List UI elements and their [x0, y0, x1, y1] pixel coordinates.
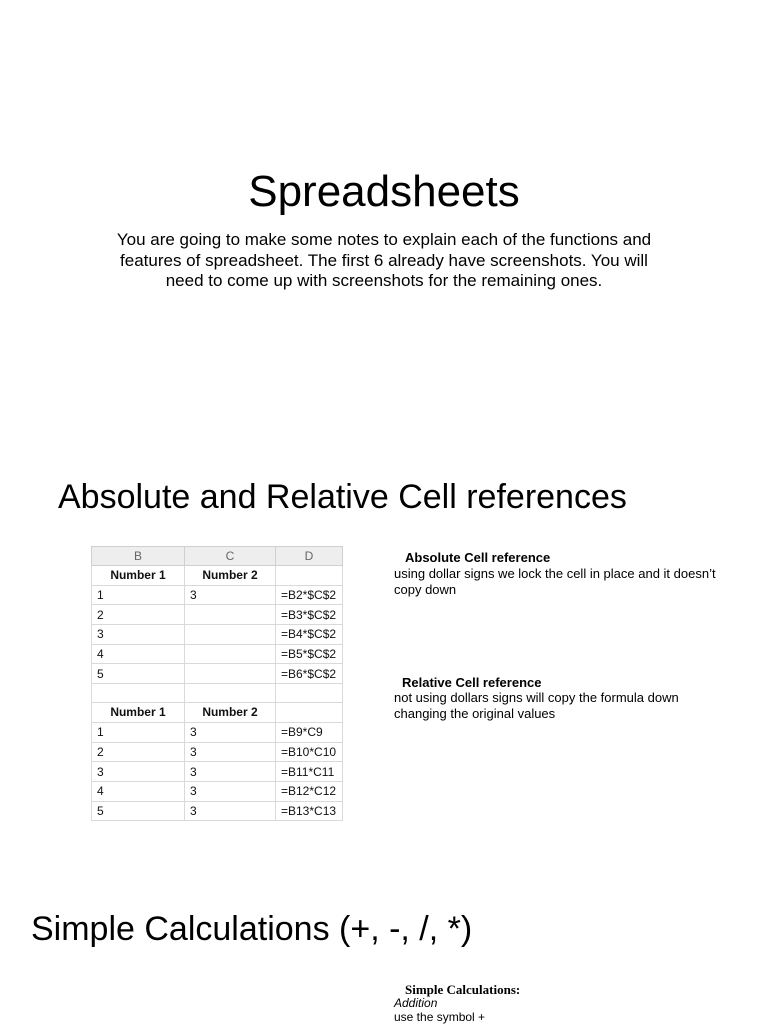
table-cell: Number 1	[92, 566, 185, 586]
table-cell: 3	[92, 625, 185, 645]
table-cell	[276, 703, 343, 723]
table-cell: 3	[185, 801, 276, 821]
spreadsheet-screenshot	[91, 546, 343, 821]
table-cell: 1	[92, 722, 185, 742]
table-row	[92, 742, 343, 762]
relative-reference-title: Relative Cell reference	[402, 675, 542, 690]
table-row	[92, 644, 343, 664]
relative-reference-text: not using dollars signs will copy the formula down changing the original values	[394, 690, 679, 721]
table-row	[92, 585, 343, 605]
intro-text: You are going to make some notes to explain each of the functions and features of spreadsheet. The first 6 already have screenshots. You will need to come up with screenshots for the remaining ones.	[116, 230, 652, 290]
table-row	[92, 664, 343, 684]
column-header: B	[92, 547, 185, 566]
table-row	[92, 722, 343, 742]
table-cell: =B5*$C$2	[276, 644, 343, 664]
table-cell: 3	[92, 762, 185, 782]
table-cell: =B13*C13	[276, 801, 343, 821]
table-cell: 3	[185, 762, 276, 782]
table-cell: Number 1	[92, 703, 185, 723]
table-row-blank	[92, 684, 343, 703]
table-cell: 4	[92, 781, 185, 801]
section-heading-simple-calculations: Simple Calculations (+, -, /, *)	[31, 910, 473, 948]
table-cell: =B10*C10	[276, 742, 343, 762]
table-cell: 1	[92, 585, 185, 605]
table-cell: =B9*C9	[276, 722, 343, 742]
table-cell: 5	[92, 801, 185, 821]
table-cell: =B6*$C$2	[276, 664, 343, 684]
table-cell: 3	[185, 742, 276, 762]
simple-calculations-title: Simple Calculations:	[405, 982, 521, 997]
table-row	[92, 762, 343, 782]
table-cell: 3	[185, 722, 276, 742]
table-header-row	[92, 703, 343, 723]
table-cell	[92, 684, 185, 703]
column-header: D	[276, 547, 343, 566]
table-cell: =B12*C12	[276, 781, 343, 801]
table-cell: 3	[185, 585, 276, 605]
table-cell: 3	[185, 781, 276, 801]
table-row	[92, 801, 343, 821]
table-row	[92, 605, 343, 625]
table-row	[92, 781, 343, 801]
table-cell	[185, 664, 276, 684]
table-cell	[185, 684, 276, 703]
section-heading-cell-references: Absolute and Relative Cell references	[58, 478, 627, 516]
table-cell	[185, 625, 276, 645]
table-cell: Number 2	[185, 703, 276, 723]
table-cell: 4	[92, 644, 185, 664]
addition-subheading: Addition	[394, 996, 438, 1010]
table-cell	[276, 566, 343, 586]
table-cell: =B4*$C$2	[276, 625, 343, 645]
table-cell	[185, 644, 276, 664]
table-cell	[276, 684, 343, 703]
table-cell: Number 2	[185, 566, 276, 586]
table-cell: 2	[92, 605, 185, 625]
table-cell: =B2*$C$2	[276, 585, 343, 605]
table-cell: =B3*$C$2	[276, 605, 343, 625]
absolute-reference-text: using dollar signs we lock the cell in place and it doesn’t copy down	[394, 566, 716, 597]
column-header-row	[92, 547, 343, 566]
table-row	[92, 625, 343, 645]
addition-text: use the symbol +	[394, 1010, 486, 1024]
column-header: C	[185, 547, 276, 566]
table-header-row	[92, 566, 343, 586]
table-cell: 5	[92, 664, 185, 684]
absolute-reference-title: Absolute Cell reference	[405, 550, 551, 565]
page-title: Spreadsheets	[248, 167, 520, 216]
table-cell: 2	[92, 742, 185, 762]
table-cell	[185, 605, 276, 625]
table-cell: =B11*C11	[276, 762, 343, 782]
